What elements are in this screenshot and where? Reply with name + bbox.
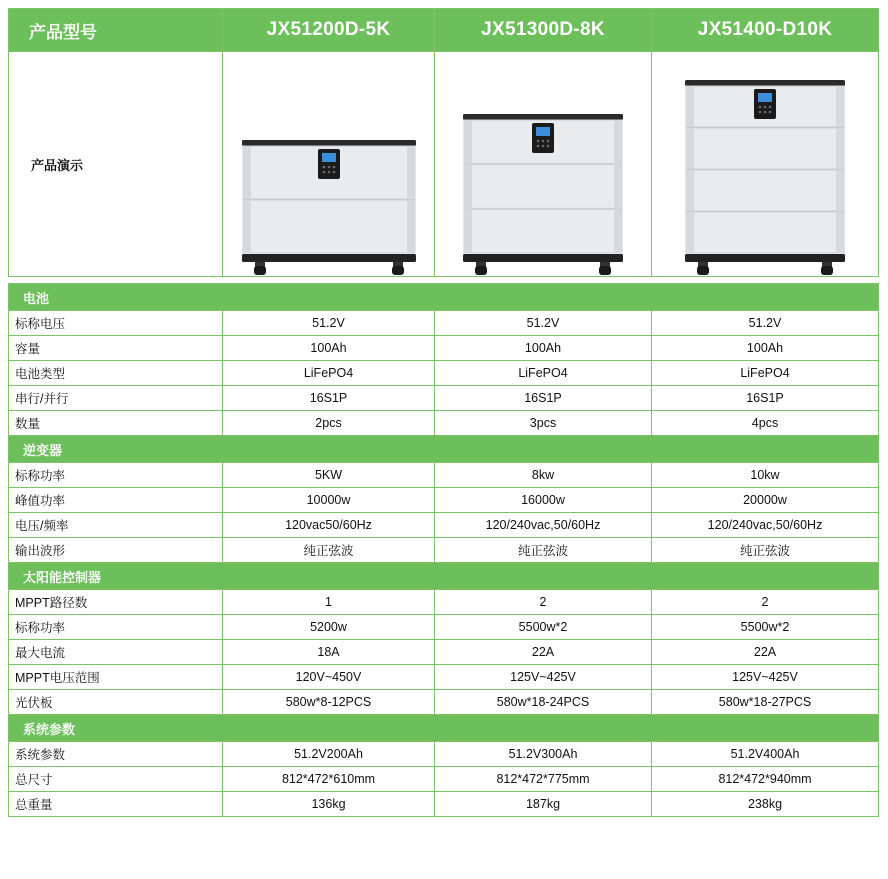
spec-value: 100Ah <box>223 336 435 361</box>
module-edge-left <box>686 212 694 253</box>
spec-label: 数量 <box>9 411 223 436</box>
model-header-row <box>9 9 879 52</box>
panel-button <box>542 145 545 148</box>
spec-label: 系统参数 <box>9 742 223 767</box>
cabinet-base <box>463 254 623 262</box>
cabinet-lid <box>463 114 623 120</box>
spec-label: 输出波形 <box>9 538 223 563</box>
cabinet-lid <box>242 140 416 146</box>
panel-button <box>542 140 545 143</box>
product-image-row <box>9 52 879 277</box>
module-edge-left <box>464 120 472 164</box>
spec-value: 18A <box>223 640 435 665</box>
spec-table <box>8 283 879 817</box>
spec-value: LiFePO4 <box>652 361 879 386</box>
battery-module <box>243 200 415 253</box>
spec-value: 16S1P <box>223 386 435 411</box>
spec-value: 8kw <box>435 463 652 488</box>
panel-button <box>537 145 540 148</box>
section-title: 系统参数 <box>9 715 879 742</box>
spec-row <box>9 311 879 336</box>
display-screen <box>322 153 336 162</box>
spec-row <box>9 538 879 563</box>
spec-label: 总尺寸 <box>9 767 223 792</box>
battery-module <box>686 212 844 253</box>
spec-row <box>9 640 879 665</box>
panel-button <box>764 106 767 109</box>
module-edge-left <box>686 86 694 127</box>
module-edge-right <box>614 165 622 209</box>
panel-button <box>332 171 335 174</box>
spec-value: 20000w <box>652 488 879 513</box>
spec-label: 标称电压 <box>9 311 223 336</box>
spec-value: 16000w <box>435 488 652 513</box>
spec-label: 电压/频率 <box>9 513 223 538</box>
module-edge-right <box>407 146 415 199</box>
spec-label: 最大电流 <box>9 640 223 665</box>
module-edge-right <box>836 212 844 253</box>
spec-row <box>9 513 879 538</box>
panel-button <box>322 171 325 174</box>
spec-value: 100Ah <box>435 336 652 361</box>
spec-row <box>9 411 879 436</box>
spec-label: 总重量 <box>9 792 223 817</box>
spec-label: 电池类型 <box>9 361 223 386</box>
section-header-row <box>9 284 879 311</box>
spec-value: 10kw <box>652 463 879 488</box>
spec-value: 120/240vac,50/60Hz <box>652 513 879 538</box>
spec-label: MPPT电压范围 <box>9 665 223 690</box>
spec-value: 51.2V <box>223 311 435 336</box>
module-edge-right <box>614 120 622 164</box>
spec-label: 光伏板 <box>9 690 223 715</box>
spec-value: 22A <box>435 640 652 665</box>
module-edge-right <box>614 209 622 253</box>
spec-row <box>9 742 879 767</box>
spec-value: 10000w <box>223 488 435 513</box>
cabinet-lid <box>685 80 845 86</box>
spec-value: 纯正弦波 <box>652 538 879 563</box>
panel-button <box>769 111 772 114</box>
battery-cabinet-image-3-module <box>457 110 629 276</box>
product-image-cell-3 <box>652 52 879 277</box>
spec-value: 812*472*940mm <box>652 767 879 792</box>
spec-row <box>9 615 879 640</box>
battery-cabinet-image-2-module <box>236 136 422 276</box>
spec-value: 2 <box>652 590 879 615</box>
panel-button <box>327 171 330 174</box>
spec-row <box>9 590 879 615</box>
spec-value: 51.2V200Ah <box>223 742 435 767</box>
spec-value: 120/240vac,50/60Hz <box>435 513 652 538</box>
panel-button <box>769 106 772 109</box>
model-header-table <box>8 8 879 277</box>
product-image-cell-1 <box>223 52 435 277</box>
battery-cabinet-image-4-module <box>679 76 851 276</box>
spec-value: 3pcs <box>435 411 652 436</box>
spec-value: 5500w*2 <box>652 615 879 640</box>
module-edge-right <box>407 200 415 253</box>
battery-module <box>464 209 622 253</box>
spec-value: 51.2V <box>652 311 879 336</box>
wheel <box>697 266 709 275</box>
spec-value: 2pcs <box>223 411 435 436</box>
spec-value: 5KW <box>223 463 435 488</box>
spec-value: 51.2V <box>435 311 652 336</box>
spec-label: 容量 <box>9 336 223 361</box>
spec-value: 136kg <box>223 792 435 817</box>
spec-value: 812*472*610mm <box>223 767 435 792</box>
wheel <box>821 266 833 275</box>
product-image-cell-2 <box>435 52 652 277</box>
section-title: 太阳能控制器 <box>9 563 879 590</box>
spec-value: LiFePO4 <box>223 361 435 386</box>
module-edge-left <box>243 146 251 199</box>
spec-label: 串行/并行 <box>9 386 223 411</box>
model-name-2: JX51300D-8K <box>435 9 652 52</box>
battery-module <box>686 170 844 211</box>
spec-value: LiFePO4 <box>435 361 652 386</box>
spec-value: 51.2V400Ah <box>652 742 879 767</box>
display-screen <box>758 93 772 102</box>
module-edge-left <box>686 170 694 211</box>
spec-value: 4pcs <box>652 411 879 436</box>
module-edge-right <box>836 86 844 127</box>
spec-sheet <box>8 8 878 817</box>
module-edge-left <box>243 200 251 253</box>
spec-label: 标称功率 <box>9 463 223 488</box>
spec-row <box>9 463 879 488</box>
panel-button <box>759 106 762 109</box>
section-header-row <box>9 715 879 742</box>
spec-row <box>9 665 879 690</box>
section-title: 逆变器 <box>9 436 879 463</box>
spec-value: 16S1P <box>652 386 879 411</box>
spec-row <box>9 361 879 386</box>
wheel <box>392 266 404 275</box>
spec-value: 22A <box>652 640 879 665</box>
section-header-row <box>9 563 879 590</box>
spec-value: 16S1P <box>435 386 652 411</box>
spec-value: 2 <box>435 590 652 615</box>
module-edge-left <box>464 165 472 209</box>
spec-value: 187kg <box>435 792 652 817</box>
battery-module <box>464 165 622 209</box>
module-edge-right <box>836 128 844 169</box>
spec-value: 125V~425V <box>435 665 652 690</box>
panel-button <box>547 145 550 148</box>
spec-value: 580w*18-24PCS <box>435 690 652 715</box>
spec-value: 580w*8-12PCS <box>223 690 435 715</box>
panel-button <box>332 166 335 169</box>
spec-value: 238kg <box>652 792 879 817</box>
display-screen <box>536 127 550 136</box>
spec-value: 51.2V300Ah <box>435 742 652 767</box>
spec-value: 纯正弦波 <box>435 538 652 563</box>
module-edge-right <box>836 170 844 211</box>
panel-button <box>327 166 330 169</box>
spec-value: 120vac50/60Hz <box>223 513 435 538</box>
wheel <box>254 266 266 275</box>
panel-button <box>764 111 767 114</box>
spec-value: 1 <box>223 590 435 615</box>
spec-row <box>9 792 879 817</box>
wheel <box>599 266 611 275</box>
panel-button <box>759 111 762 114</box>
spec-row <box>9 767 879 792</box>
spec-value: 5200w <box>223 615 435 640</box>
spec-row <box>9 488 879 513</box>
module-edge-left <box>464 209 472 253</box>
spec-value: 100Ah <box>652 336 879 361</box>
model-header-label: 产品型号 <box>9 9 223 52</box>
spec-row <box>9 690 879 715</box>
spec-value: 812*472*775mm <box>435 767 652 792</box>
spec-row <box>9 336 879 361</box>
panel-button <box>547 140 550 143</box>
model-name-1: JX51200D-5K <box>223 9 435 52</box>
spec-row <box>9 386 879 411</box>
spec-value: 5500w*2 <box>435 615 652 640</box>
panel-button <box>322 166 325 169</box>
panel-button <box>537 140 540 143</box>
spec-label: 标称功率 <box>9 615 223 640</box>
model-name-3: JX51400-D10K <box>652 9 879 52</box>
product-demo-label: 产品演示 <box>9 52 223 277</box>
spec-label: 峰值功率 <box>9 488 223 513</box>
wheel <box>475 266 487 275</box>
cabinet-base <box>242 254 416 262</box>
spec-value: 纯正弦波 <box>223 538 435 563</box>
module-edge-left <box>686 128 694 169</box>
spec-value: 125V~425V <box>652 665 879 690</box>
section-header-row <box>9 436 879 463</box>
cabinet-base <box>685 254 845 262</box>
battery-module <box>686 128 844 169</box>
spec-value: 580w*18-27PCS <box>652 690 879 715</box>
section-title: 电池 <box>9 284 879 311</box>
spec-value: 120V~450V <box>223 665 435 690</box>
spec-label: MPPT路径数 <box>9 590 223 615</box>
